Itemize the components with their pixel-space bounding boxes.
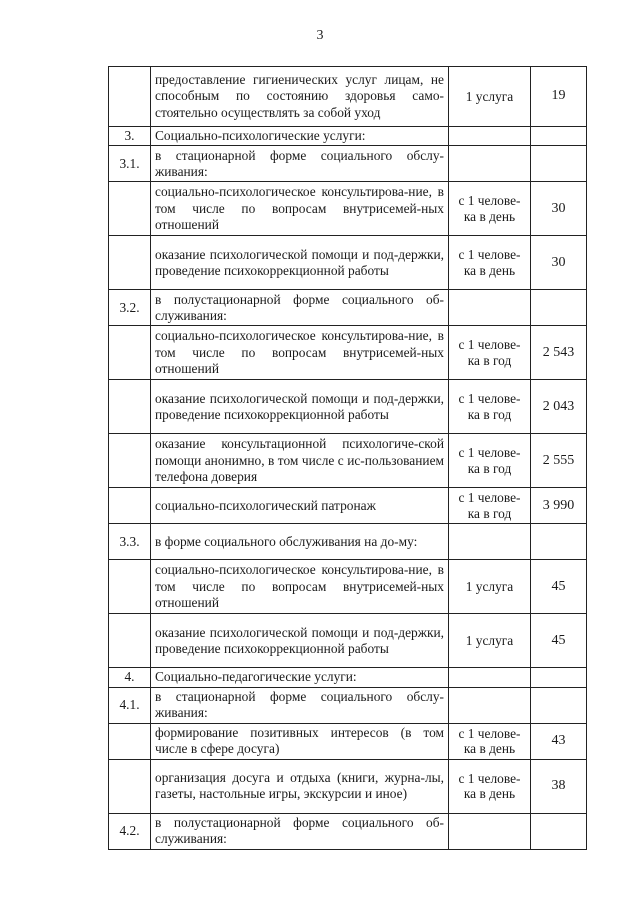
row-number: 4.1. [109, 687, 151, 723]
table-row [109, 813, 587, 849]
service-description: предоставление гигиенических услуг лицам, не способным по состоянию здоровья само-стоятельно осуществлять за собой уход [151, 67, 449, 127]
tariff-value [531, 813, 587, 849]
subsection-heading: в полустационарной форме социального об-служивания: [151, 290, 449, 326]
row-number [109, 488, 151, 524]
unit-of-service: с 1 челове-ка в день [449, 723, 531, 759]
row-number: 3.2. [109, 290, 151, 326]
row-number: 3.1. [109, 146, 151, 182]
table-row [109, 668, 587, 687]
table-row [109, 560, 587, 614]
unit-of-service: 1 услуга [449, 614, 531, 668]
tariff-value [531, 290, 587, 326]
table-row [109, 524, 587, 560]
tariff-value: 2 043 [531, 380, 587, 434]
table-row [109, 127, 587, 146]
service-description: формирование позитивных интересов (в том числе в сфере досуга) [151, 723, 449, 759]
page-number: 3 [316, 28, 324, 43]
unit-of-service: с 1 челове-ка в год [449, 380, 531, 434]
tariff-value: 2 543 [531, 326, 587, 380]
unit-of-service [449, 687, 531, 723]
unit-of-service [449, 524, 531, 560]
unit-of-service: 1 услуга [449, 67, 531, 127]
row-number [109, 434, 151, 488]
tariff-value [531, 668, 587, 687]
tariff-value [531, 127, 587, 146]
row-number [109, 560, 151, 614]
row-number [109, 380, 151, 434]
service-description: социально-психологическое консультирова-ние, в том числе по вопросам внутрисемей-ных отношений [151, 326, 449, 380]
tariff-value: 19 [531, 67, 587, 127]
tariff-value: 43 [531, 723, 587, 759]
subsection-heading: в полустационарной форме социального об-служивания: [151, 813, 449, 849]
service-description: социально-психологическое консультирова-ние, в том числе по вопросам внутрисемей-ных отношений [151, 560, 449, 614]
table-row [109, 723, 587, 759]
table-row [109, 146, 587, 182]
unit-of-service [449, 146, 531, 182]
unit-of-service: 1 услуга [449, 560, 531, 614]
section-heading: Социально-психологические услуги: [151, 127, 449, 146]
services-tariff-table [108, 66, 587, 850]
table-row [109, 488, 587, 524]
service-description: оказание психологической помощи и под-держки, проведение психокоррекционной работы [151, 614, 449, 668]
tariff-value: 3 990 [531, 488, 587, 524]
unit-of-service: с 1 челове-ка в год [449, 434, 531, 488]
table-row [109, 434, 587, 488]
tariff-value [531, 146, 587, 182]
tariff-value: 2 555 [531, 434, 587, 488]
table-row [109, 182, 587, 236]
service-description: социально-психологический патронаж [151, 488, 449, 524]
tariff-value: 45 [531, 560, 587, 614]
row-number: 4.2. [109, 813, 151, 849]
subsection-heading: в стационарной форме социального обслу-живания: [151, 687, 449, 723]
row-number: 3.3. [109, 524, 151, 560]
row-number [109, 614, 151, 668]
table-row [109, 614, 587, 668]
row-number: 3. [109, 127, 151, 146]
row-number [109, 182, 151, 236]
row-number [109, 759, 151, 813]
table-row [109, 326, 587, 380]
unit-of-service: с 1 челове-ка в день [449, 182, 531, 236]
unit-of-service: с 1 челове-ка в год [449, 326, 531, 380]
unit-of-service [449, 668, 531, 687]
table-row [109, 759, 587, 813]
row-number [109, 67, 151, 127]
tariff-value: 45 [531, 614, 587, 668]
service-description: организация досуга и отдыха (книги, журна-лы, газеты, настольные игры, экскурсии и иное) [151, 759, 449, 813]
unit-of-service [449, 290, 531, 326]
table-row [109, 290, 587, 326]
table-row [109, 236, 587, 290]
row-number [109, 326, 151, 380]
unit-of-service: с 1 челове-ка в день [449, 236, 531, 290]
table-row [109, 687, 587, 723]
tariff-value [531, 687, 587, 723]
service-description: социально-психологическое консультирова-ние, в том числе по вопросам внутрисемей-ных отношений [151, 182, 449, 236]
service-description: оказание консультационной психологиче-ской помощи анонимно, в том числе с ис-пользованием телефона доверия [151, 434, 449, 488]
service-description: оказание психологической помощи и под-держки, проведение психокоррекционной работы [151, 380, 449, 434]
subsection-heading: в форме социального обслуживания на до-му: [151, 524, 449, 560]
table-row [109, 67, 587, 127]
tariff-value [531, 524, 587, 560]
row-number [109, 723, 151, 759]
tariff-value: 38 [531, 759, 587, 813]
unit-of-service: с 1 челове-ка в день [449, 759, 531, 813]
table-row [109, 380, 587, 434]
unit-of-service [449, 127, 531, 146]
row-number: 4. [109, 668, 151, 687]
unit-of-service [449, 813, 531, 849]
service-description: оказание психологической помощи и под-держки, проведение психокоррекционной работы [151, 236, 449, 290]
unit-of-service: с 1 челове-ка в год [449, 488, 531, 524]
row-number [109, 236, 151, 290]
tariff-value: 30 [531, 182, 587, 236]
tariff-value: 30 [531, 236, 587, 290]
section-heading: Социально-педагогические услуги: [151, 668, 449, 687]
subsection-heading: в стационарной форме социального обслу-живания: [151, 146, 449, 182]
